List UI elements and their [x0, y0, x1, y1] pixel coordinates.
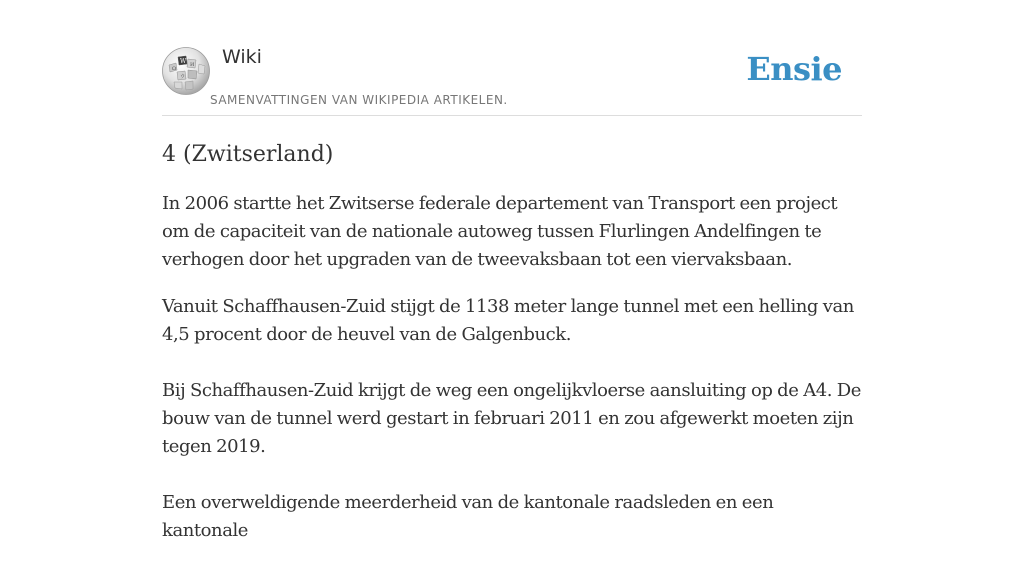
site-tagline: SAMENVATTINGEN VAN WIKIPEDIA ARTIKELEN.	[210, 93, 508, 107]
brand-logo-link[interactable]: Ensie	[746, 50, 842, 88]
article-paragraph: Bij Schaffhausen-Zuid krijgt de weg een ongelijkvloerse aansluiting op de A4. De bouw van de tunnel werd gestart in februari 2011 en zou afgewerkt moeten zijn tegen 2019.	[162, 380, 861, 457]
article-paragraph: Een overweldigende meerderheid van de kantonale raadsleden en een kantonale	[162, 492, 774, 541]
article-paragraph: In 2006 startte het Zwitserse federale departement van Transport een project om de capaciteit van de nationale autoweg tussen Flurlingen Andelfingen te verhogen door het upgraden van de tweevaksbaan tot een viervaksbaan.	[162, 193, 838, 270]
wikipedia-globe-icon[interactable]	[162, 47, 210, 95]
article-title: 4 (Zwitserland)	[162, 142, 334, 167]
article-paragraph: Vanuit Schaffhausen-Zuid stijgt de 1138 meter lange tunnel met een helling van 4,5 procent door de heuvel van de Galgenbuck.	[162, 296, 854, 345]
article-content	[162, 190, 862, 545]
page-container	[162, 0, 862, 564]
site-header	[162, 0, 862, 116]
svg-text:W: W	[180, 58, 187, 65]
svg-text:Ω: Ω	[172, 66, 177, 72]
svg-text:ウ: ウ	[180, 74, 186, 80]
svg-text:И: И	[190, 62, 195, 68]
site-name-link[interactable]: Wiki	[222, 46, 262, 68]
